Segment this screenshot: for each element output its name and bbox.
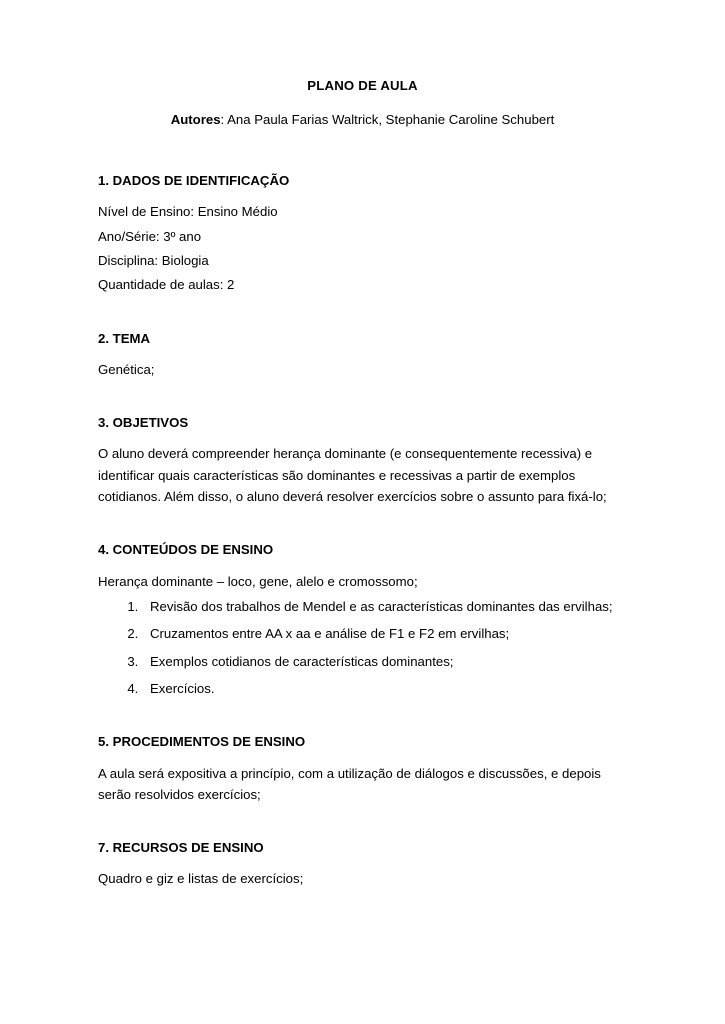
- conteudos-list: [98, 596, 627, 700]
- identification-disciplina: Disciplina: Biologia: [98, 252, 209, 268]
- section-heading: 7. RECURSOS DE ENSINO: [98, 840, 264, 856]
- section-heading: 3. OBJETIVOS: [98, 415, 189, 431]
- page-title: PLANO DE AULA: [307, 78, 418, 93]
- list-item: 4. Exercícios.: [142, 678, 627, 699]
- section-heading: 1. DADOS DE IDENTIFICAÇÃO: [98, 173, 290, 188]
- list-item: 1. Revisão dos trabalhos de Mendel e as características dominantes das ervilhas;: [142, 596, 627, 617]
- section-procedimentos-de-ensino: [98, 732, 627, 805]
- tema-text: Genética;: [98, 361, 155, 377]
- section-recursos-de-ensino: [98, 838, 627, 890]
- list-item: 2. Cruzamentos entre AA x aa e análise de F1 e F2 em ervilhas;: [142, 623, 627, 644]
- recursos-paragraph: Quadro e giz e listas de exercícios;: [98, 871, 304, 887]
- section-objetivos: [98, 413, 627, 507]
- section-heading: 4. CONTEÚDOS DE ENSINO: [98, 542, 274, 558]
- section-tema: [98, 329, 627, 381]
- identification-ano-serie: Ano/Série: 3º ano: [98, 228, 202, 244]
- section-heading: 5. PROCEDIMENTOS DE ENSINO: [98, 734, 306, 750]
- section-dados-de-identificacao: [98, 171, 627, 296]
- authors-line: [98, 112, 627, 127]
- identification-quantidade-de-aulas: Quantidade de aulas: 2: [98, 277, 235, 293]
- procedimentos-paragraph: A aula será expositiva a princípio, com a utilização de diálogos e discussões, e depois serão resolvidos exercícios;: [98, 765, 601, 802]
- authors-label: Autores: [170, 112, 221, 127]
- identification-nivel-de-ensino: Nível de Ensino: Ensino Médio: [98, 204, 278, 220]
- objetivos-paragraph: O aluno deverá compreender herança dominante (e consequentemente recessiva) e identificar quais características são dominantes e recessivas a partir de exemplos cotidianos. Além disso, o aluno deverá resolver exercícios sobre o assunto para fixá-lo;: [98, 446, 607, 505]
- authors-value: : Ana Paula Farias Waltrick, Stephanie Caroline Schubert: [220, 112, 555, 127]
- conteudos-paragraph: Herança dominante – loco, gene, alelo e cromossomo;: [98, 573, 418, 589]
- section-heading: 2. TEMA: [98, 330, 151, 346]
- section-conteudos-de-ensino: [98, 540, 627, 699]
- list-item: 3. Exemplos cotidianos de características dominantes;: [142, 651, 627, 672]
